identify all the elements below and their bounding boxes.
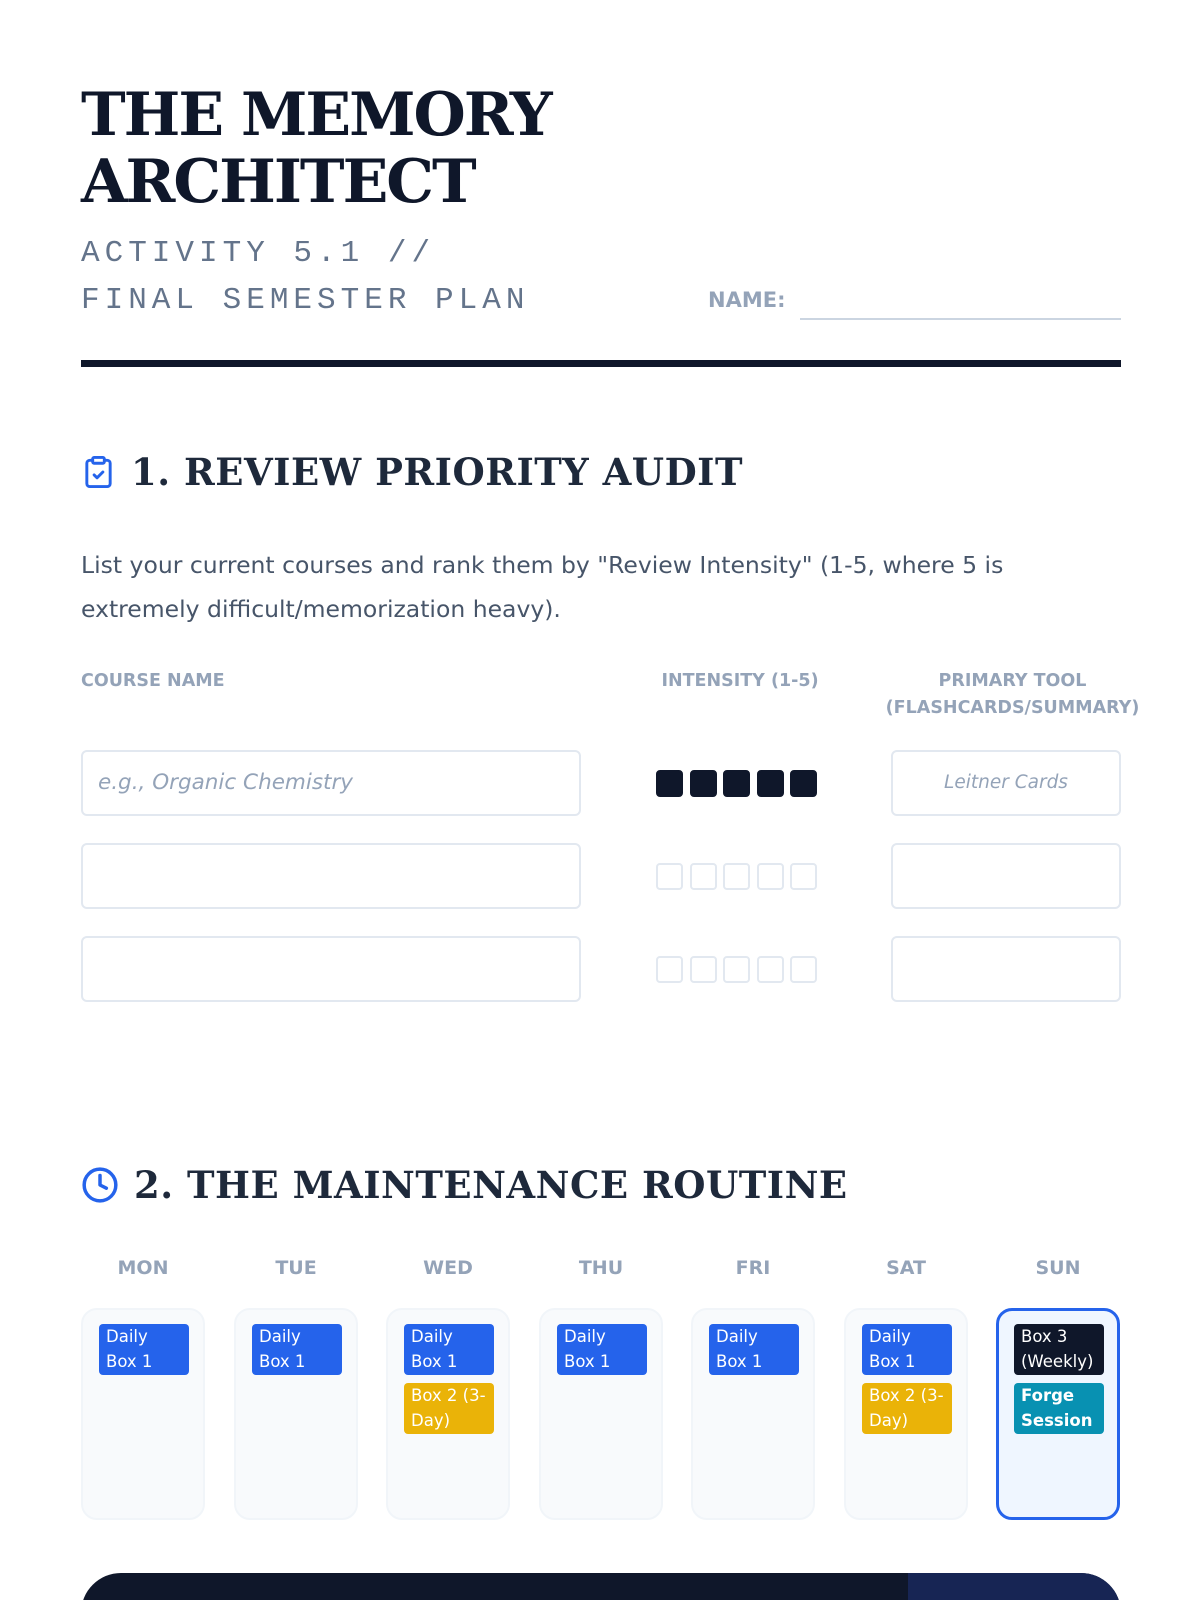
intensity-square[interactable] (656, 770, 683, 797)
day-label-wed: WED (423, 1257, 473, 1279)
day-column-tue[interactable] (234, 1308, 358, 1520)
schedule-chip[interactable]: Forge Session (1014, 1383, 1104, 1434)
day-column-mon[interactable] (81, 1308, 205, 1520)
schedule-chip[interactable]: Box 3 (Weekly) (1014, 1324, 1104, 1375)
intensity-rating[interactable] (656, 863, 824, 890)
name-label: NAME: (708, 288, 786, 312)
day-column-wed[interactable] (386, 1308, 510, 1520)
section-1-title-text: 1. REVIEW PRIORITY AUDIT (131, 450, 744, 494)
schedule-chip[interactable]: Box 2 (3-Day) (862, 1383, 952, 1434)
section-2-title-text: 2. THE MAINTENANCE ROUTINE (134, 1163, 848, 1207)
schedule-chip[interactable]: Daily Box 1 (557, 1324, 647, 1375)
page-title-line-1: THE MEMORY (81, 80, 551, 150)
intensity-square[interactable] (656, 863, 683, 890)
day-column-sun[interactable] (996, 1308, 1120, 1520)
section-2-title (81, 1163, 848, 1207)
intensity-square[interactable] (790, 770, 817, 797)
intensity-square[interactable] (690, 863, 717, 890)
intensity-square[interactable] (656, 956, 683, 983)
intensity-square[interactable] (723, 956, 750, 983)
course-name-input[interactable] (81, 843, 581, 909)
column-header-course: COURSE NAME (81, 671, 225, 691)
page-title (81, 82, 551, 216)
intensity-square[interactable] (723, 863, 750, 890)
footer-bar (81, 1573, 1121, 1600)
day-label-fri: FRI (735, 1257, 771, 1279)
name-field[interactable] (800, 318, 1121, 320)
intensity-square[interactable] (757, 956, 784, 983)
intensity-square[interactable] (690, 770, 717, 797)
day-column-thu[interactable] (539, 1308, 663, 1520)
day-column-sat[interactable] (844, 1308, 968, 1520)
schedule-chip[interactable]: Box 2 (3-Day) (404, 1383, 494, 1434)
intensity-square[interactable] (723, 770, 750, 797)
primary-tool-input[interactable] (891, 936, 1121, 1002)
course-name-input[interactable]: e.g., Organic Chemistry (81, 750, 581, 816)
intensity-square[interactable] (757, 770, 784, 797)
footer-accent (908, 1573, 1121, 1600)
schedule-chip[interactable]: Daily Box 1 (99, 1324, 189, 1375)
clipboard-check-icon (81, 453, 116, 491)
schedule-chip[interactable]: Daily Box 1 (862, 1324, 952, 1375)
intensity-square[interactable] (790, 956, 817, 983)
intensity-rating[interactable] (656, 956, 824, 983)
day-column-fri[interactable] (691, 1308, 815, 1520)
column-header-tool: PRIMARY TOOL (FLASHCARDS/SUMMARY) (885, 671, 1140, 718)
intensity-square[interactable] (790, 863, 817, 890)
section-1-title (81, 450, 743, 494)
schedule-chip[interactable]: Daily Box 1 (709, 1324, 799, 1375)
day-label-mon: MON (117, 1257, 169, 1279)
page-subtitle: ACTIVITY 5.1 // FINAL SEMESTER PLAN (81, 236, 530, 318)
day-label-sun: SUN (1035, 1257, 1081, 1279)
primary-tool-input[interactable] (891, 843, 1121, 909)
intensity-rating[interactable] (656, 770, 824, 797)
intensity-square[interactable] (757, 863, 784, 890)
schedule-chip[interactable]: Daily Box 1 (252, 1324, 342, 1375)
header-divider (81, 360, 1121, 367)
course-name-input[interactable] (81, 936, 581, 1002)
column-header-intensity: INTENSITY (1-5) (661, 671, 819, 691)
day-label-thu: THU (578, 1257, 624, 1279)
day-label-tue: TUE (275, 1257, 317, 1279)
clock-icon (81, 1166, 119, 1204)
day-label-sat: SAT (886, 1257, 926, 1279)
schedule-chip[interactable]: Daily Box 1 (404, 1324, 494, 1375)
page-title-line-2: ARCHITECT (81, 147, 475, 217)
section-1-instructions: List your current courses and rank them by "Review Intensity" (1-5, where 5 is extremely difficult/memorization heavy). (81, 551, 1004, 623)
primary-tool-input[interactable]: Leitner Cards (891, 750, 1121, 816)
intensity-square[interactable] (690, 956, 717, 983)
